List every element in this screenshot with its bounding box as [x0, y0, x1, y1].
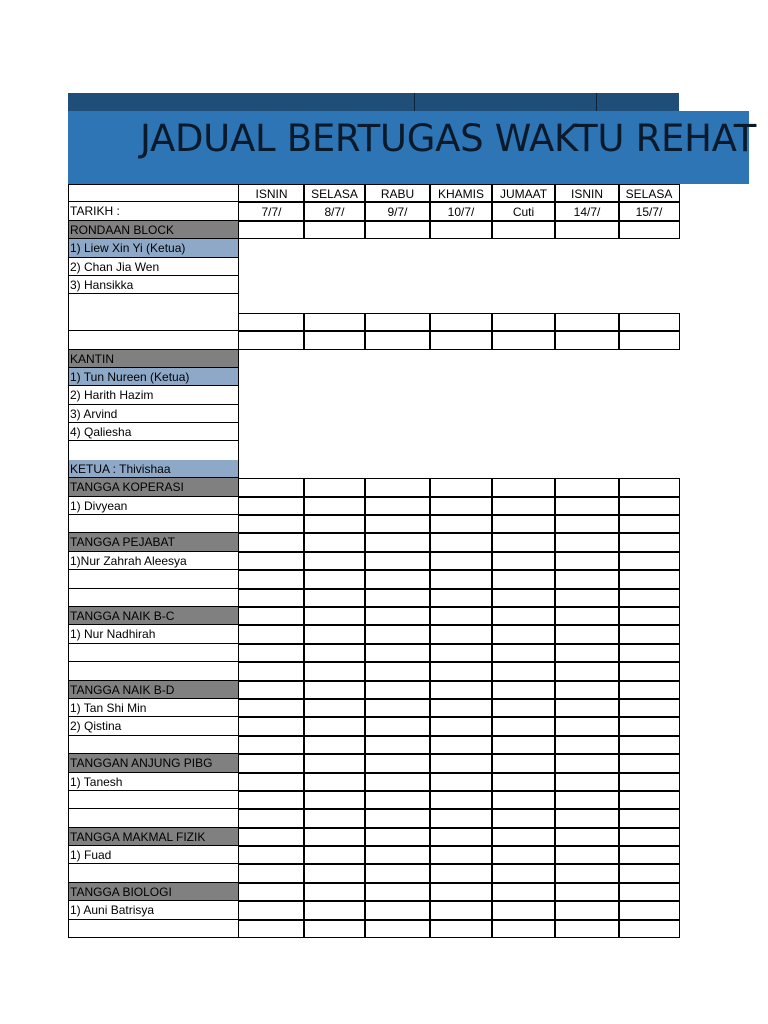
schedule-cell[interactable] — [554, 699, 620, 717]
schedule-cell[interactable] — [303, 497, 366, 515]
schedule-cell[interactable] — [491, 331, 556, 349]
schedule-cell[interactable] — [364, 754, 431, 772]
schedule-cell[interactable] — [618, 864, 680, 882]
schedule-cell[interactable] — [364, 533, 431, 551]
duty-location-label: TANGGA PEJABAT — [68, 533, 239, 551]
schedule-cell[interactable] — [618, 846, 680, 864]
schedule-cell[interactable] — [364, 717, 431, 735]
date-cell[interactable]: 15/7/ — [618, 202, 680, 220]
schedule-cell[interactable] — [364, 478, 431, 496]
empty-cell[interactable] — [68, 441, 239, 459]
schedule-cell[interactable] — [491, 552, 556, 570]
schedule-cell[interactable] — [554, 221, 620, 239]
schedule-cell[interactable] — [554, 662, 620, 680]
schedule-cell[interactable] — [238, 736, 305, 754]
duty-student-name: 2) Qistina — [68, 717, 239, 735]
schedule-cell[interactable] — [238, 864, 305, 882]
schedule-cell[interactable] — [429, 515, 493, 533]
schedule-cell[interactable] — [429, 736, 493, 754]
schedule-cell[interactable] — [303, 717, 366, 735]
schedule-cell[interactable] — [554, 920, 620, 938]
schedule-cell[interactable] — [364, 497, 431, 515]
schedule-cell[interactable] — [364, 552, 431, 570]
schedule-cell[interactable] — [429, 662, 493, 680]
schedule-cell[interactable] — [554, 589, 620, 607]
schedule-cell[interactable] — [364, 625, 431, 643]
schedule-cell[interactable] — [238, 681, 305, 699]
schedule-cell[interactable] — [491, 625, 556, 643]
schedule-cell[interactable] — [554, 331, 620, 349]
duty-student-name: 3) Hansikka — [68, 276, 239, 294]
header-bar — [68, 93, 679, 111]
title-clip — [68, 111, 757, 184]
schedule-cell[interactable] — [429, 497, 493, 515]
schedule-cell[interactable] — [491, 681, 556, 699]
duty-student-name: 1) Nur Nadhirah — [68, 625, 239, 643]
schedule-cell[interactable] — [618, 828, 680, 846]
schedule-cell[interactable] — [238, 607, 305, 625]
schedule-cell[interactable] — [303, 883, 366, 901]
schedule-cell[interactable] — [429, 699, 493, 717]
schedule-cell[interactable] — [491, 662, 556, 680]
schedule-cell[interactable] — [618, 533, 680, 551]
schedule-cell[interactable] — [429, 883, 493, 901]
schedule-cell[interactable] — [554, 809, 620, 827]
empty-cell[interactable] — [68, 791, 239, 809]
schedule-cell[interactable] — [364, 773, 431, 791]
schedule-cell[interactable] — [238, 699, 305, 717]
schedule-cell[interactable] — [618, 717, 680, 735]
duty-student-name: 3) Arvind — [68, 405, 239, 423]
schedule-cell[interactable] — [238, 497, 305, 515]
schedule-cell[interactable] — [429, 809, 493, 827]
schedule-cell[interactable] — [554, 644, 620, 662]
schedule-cell[interactable] — [238, 552, 305, 570]
schedule-cell[interactable] — [491, 883, 556, 901]
schedule-cell[interactable] — [238, 754, 305, 772]
schedule-cell[interactable] — [554, 625, 620, 643]
schedule-cell[interactable] — [303, 625, 366, 643]
schedule-cell[interactable] — [303, 846, 366, 864]
schedule-cell[interactable] — [491, 533, 556, 551]
schedule-cell[interactable] — [238, 570, 305, 588]
schedule-cell[interactable] — [364, 570, 431, 588]
schedule-cell[interactable] — [618, 331, 680, 349]
schedule-cell[interactable] — [491, 901, 556, 919]
schedule-cell[interactable] — [303, 901, 366, 919]
schedule-cell[interactable] — [364, 699, 431, 717]
schedule-cell[interactable] — [303, 515, 366, 533]
schedule-cell[interactable] — [429, 846, 493, 864]
title-banner — [68, 111, 757, 184]
empty-cell[interactable] — [68, 570, 239, 588]
empty-cell[interactable] — [68, 515, 239, 533]
schedule-cell[interactable] — [364, 883, 431, 901]
schedule-cell[interactable] — [618, 809, 680, 827]
schedule-cell[interactable] — [491, 809, 556, 827]
schedule-cell[interactable] — [554, 717, 620, 735]
date-cell[interactable]: 14/7/ — [554, 202, 620, 220]
duty-location-label: RONDAAN BLOCK — [68, 221, 239, 239]
schedule-cell[interactable] — [238, 478, 305, 496]
empty-cell[interactable] — [68, 736, 239, 754]
schedule-cell[interactable] — [429, 901, 493, 919]
day-header-cell[interactable]: SELASA — [303, 184, 366, 202]
day-header-cell[interactable]: ISNIN — [238, 184, 305, 202]
schedule-cell[interactable] — [303, 331, 366, 349]
schedule-cell[interactable] — [618, 736, 680, 754]
schedule-cell[interactable] — [303, 662, 366, 680]
schedule-cell[interactable] — [303, 570, 366, 588]
schedule-cell[interactable] — [491, 589, 556, 607]
schedule-cell[interactable] — [554, 883, 620, 901]
schedule-cell[interactable] — [491, 736, 556, 754]
schedule-cell[interactable] — [429, 681, 493, 699]
schedule-cell[interactable] — [554, 736, 620, 754]
date-cell[interactable]: 9/7/ — [364, 202, 431, 220]
header-divider — [596, 93, 597, 111]
schedule-cell[interactable] — [238, 828, 305, 846]
schedule-cell[interactable] — [491, 570, 556, 588]
day-header-cell[interactable]: ISNIN — [554, 184, 620, 202]
schedule-cell[interactable] — [364, 864, 431, 882]
schedule-cell[interactable] — [491, 478, 556, 496]
schedule-cell[interactable] — [491, 717, 556, 735]
header-label-cell — [68, 184, 239, 202]
duty-student-name: 2) Chan Jia Wen — [68, 258, 239, 276]
date-cell[interactable]: 10/7/ — [429, 202, 493, 220]
schedule-cell[interactable] — [429, 625, 493, 643]
schedule-cell[interactable] — [303, 478, 366, 496]
schedule-cell[interactable] — [364, 809, 431, 827]
date-cell[interactable]: Cuti — [491, 202, 556, 220]
schedule-cell[interactable] — [618, 478, 680, 496]
empty-cell[interactable] — [68, 644, 239, 662]
schedule-cell[interactable] — [238, 773, 305, 791]
schedule-cell[interactable] — [238, 625, 305, 643]
empty-cell[interactable] — [68, 662, 239, 680]
schedule-cell[interactable] — [364, 681, 431, 699]
schedule-cell[interactable] — [429, 331, 493, 349]
empty-cell[interactable] — [68, 809, 239, 827]
duty-student-name: 4) Qaliesha — [68, 423, 239, 441]
duty-student-name: 1) Liew Xin Yi (Ketua) — [68, 239, 239, 257]
schedule-cell[interactable] — [429, 791, 493, 809]
schedule-cell[interactable] — [491, 497, 556, 515]
duty-location-label: TANGGAN ANJUNG PIBG — [68, 754, 239, 772]
schedule-cell[interactable] — [491, 754, 556, 772]
duty-student-name: 2) Harith Hazim — [68, 386, 239, 404]
schedule-cell[interactable] — [618, 515, 680, 533]
schedule-cell[interactable] — [238, 644, 305, 662]
duty-student-name: 1) Auni Batrisya — [68, 901, 239, 919]
schedule-cell[interactable] — [618, 570, 680, 588]
schedule-cell[interactable] — [364, 515, 431, 533]
schedule-cell[interactable] — [618, 589, 680, 607]
schedule-cell[interactable] — [303, 699, 366, 717]
schedule-cell[interactable] — [303, 644, 366, 662]
duty-location-label: TANGGA KOPERASI — [68, 478, 239, 496]
schedule-cell[interactable] — [491, 221, 556, 239]
schedule-cell[interactable] — [238, 331, 305, 349]
schedule-cell[interactable] — [618, 607, 680, 625]
schedule-cell[interactable] — [554, 478, 620, 496]
schedule-cell[interactable] — [554, 497, 620, 515]
schedule-cell[interactable] — [618, 773, 680, 791]
schedule-cell[interactable] — [618, 754, 680, 772]
schedule-cell[interactable] — [554, 570, 620, 588]
schedule-cell[interactable] — [429, 478, 493, 496]
schedule-cell[interactable] — [618, 681, 680, 699]
day-header-cell[interactable]: SELASA — [618, 184, 680, 202]
schedule-cell[interactable] — [364, 736, 431, 754]
schedule-cell[interactable] — [364, 331, 431, 349]
duty-student-name: 1) Divyean — [68, 497, 239, 515]
schedule-cell[interactable] — [364, 644, 431, 662]
schedule-cell[interactable] — [303, 791, 366, 809]
schedule-cell[interactable] — [554, 901, 620, 919]
schedule-cell[interactable] — [364, 662, 431, 680]
schedule-cell[interactable] — [238, 809, 305, 827]
schedule-cell[interactable] — [554, 533, 620, 551]
schedule-cell[interactable] — [554, 828, 620, 846]
schedule-cell[interactable] — [429, 221, 493, 239]
schedule-cell[interactable] — [364, 221, 431, 239]
schedule-cell[interactable] — [618, 552, 680, 570]
schedule-cell[interactable] — [303, 221, 366, 239]
schedule-cell[interactable] — [491, 846, 556, 864]
schedule-cell[interactable] — [491, 920, 556, 938]
schedule-cell[interactable] — [554, 773, 620, 791]
duty-student-name: 1) Tan Shi Min — [68, 699, 239, 717]
empty-cell[interactable] — [68, 331, 239, 349]
duty-location-label: TANGGA MAKMAL FIZIK — [68, 828, 239, 846]
schedule-cell[interactable] — [364, 846, 431, 864]
schedule-cell[interactable] — [554, 681, 620, 699]
schedule-cell[interactable] — [238, 221, 305, 239]
schedule-cell[interactable] — [554, 552, 620, 570]
schedule-cell[interactable] — [554, 515, 620, 533]
day-header-cell[interactable]: RABU — [364, 184, 431, 202]
schedule-cell[interactable] — [238, 791, 305, 809]
schedule-cell[interactable] — [429, 773, 493, 791]
empty-cell[interactable] — [68, 864, 239, 882]
schedule-cell[interactable] — [618, 920, 680, 938]
empty-cell[interactable] — [68, 589, 239, 607]
schedule-cell[interactable] — [618, 699, 680, 717]
schedule-cell[interactable] — [554, 607, 620, 625]
schedule-cell[interactable] — [618, 644, 680, 662]
schedule-cell[interactable] — [238, 662, 305, 680]
duty-student-name: 1) Tun Nureen (Ketua) — [68, 368, 239, 386]
empty-cell[interactable] — [68, 313, 239, 331]
schedule-cell[interactable] — [429, 828, 493, 846]
schedule-cell[interactable] — [554, 754, 620, 772]
schedule-cell[interactable] — [364, 828, 431, 846]
schedule-cell[interactable] — [491, 607, 556, 625]
schedule-cell[interactable] — [491, 864, 556, 882]
schedule-cell[interactable] — [303, 864, 366, 882]
schedule-cell[interactable] — [303, 589, 366, 607]
schedule-cell[interactable] — [303, 607, 366, 625]
schedule-cell[interactable] — [491, 313, 556, 331]
schedule-cell[interactable] — [429, 864, 493, 882]
schedule-cell[interactable] — [554, 791, 620, 809]
schedule-cell[interactable] — [429, 570, 493, 588]
schedule-cell[interactable] — [618, 221, 680, 239]
duty-location-label: TANGGA BIOLOGI — [68, 883, 239, 901]
schedule-cell[interactable] — [429, 552, 493, 570]
schedule-cell[interactable] — [303, 828, 366, 846]
duty-location-label: KANTIN — [68, 350, 239, 368]
duty-student-name: 1)Nur Zahrah Aleesya — [68, 552, 239, 570]
schedule-cell[interactable] — [429, 717, 493, 735]
schedule-cell[interactable] — [238, 846, 305, 864]
schedule-cell[interactable] — [303, 552, 366, 570]
schedule-cell[interactable] — [618, 662, 680, 680]
schedule-cell[interactable] — [491, 791, 556, 809]
schedule-cell[interactable] — [554, 864, 620, 882]
schedule-cell[interactable] — [238, 920, 305, 938]
schedule-cell[interactable] — [554, 313, 620, 331]
empty-cell[interactable] — [68, 294, 239, 312]
schedule-cell[interactable] — [364, 791, 431, 809]
schedule-cell[interactable] — [238, 589, 305, 607]
date-cell[interactable]: 8/7/ — [303, 202, 366, 220]
schedule-cell[interactable] — [491, 644, 556, 662]
schedule-cell[interactable] — [238, 717, 305, 735]
schedule-cell[interactable] — [491, 773, 556, 791]
day-header-cell[interactable]: JUMAAT — [491, 184, 556, 202]
duty-location-label: TANGGA NAIK B-C — [68, 607, 239, 625]
schedule-cell[interactable] — [429, 754, 493, 772]
schedule-cell[interactable] — [238, 515, 305, 533]
schedule-cell[interactable] — [618, 625, 680, 643]
duty-student-name: 1) Tanesh — [68, 773, 239, 791]
schedule-cell[interactable] — [429, 589, 493, 607]
day-header-cell[interactable]: KHAMIS — [429, 184, 493, 202]
schedule-cell[interactable] — [618, 497, 680, 515]
date-label: TARIKH : — [68, 202, 239, 220]
schedule-cell[interactable] — [491, 515, 556, 533]
schedule-cell[interactable] — [364, 901, 431, 919]
schedule-cell[interactable] — [618, 313, 680, 331]
schedule-cell[interactable] — [303, 754, 366, 772]
empty-cell[interactable] — [68, 920, 239, 938]
schedule-cell[interactable] — [238, 313, 305, 331]
schedule-cell[interactable] — [303, 533, 366, 551]
schedule-cell[interactable] — [618, 883, 680, 901]
schedule-cell[interactable] — [554, 846, 620, 864]
schedule-cell[interactable] — [618, 791, 680, 809]
schedule-cell[interactable] — [429, 313, 493, 331]
duty-student-name: 1) Fuad — [68, 846, 239, 864]
duty-student-name: KETUA : Thivishaa — [68, 460, 239, 478]
header-divider — [414, 93, 415, 111]
schedule-cell[interactable] — [303, 313, 366, 331]
date-cell[interactable]: 7/7/ — [238, 202, 305, 220]
schedule-cell[interactable] — [364, 920, 431, 938]
schedule-cell[interactable] — [364, 589, 431, 607]
schedule-cell[interactable] — [364, 607, 431, 625]
schedule-cell[interactable] — [491, 828, 556, 846]
schedule-cell[interactable] — [491, 699, 556, 717]
schedule-cell[interactable] — [238, 533, 305, 551]
schedule-cell[interactable] — [238, 901, 305, 919]
schedule-cell[interactable] — [303, 736, 366, 754]
schedule-cell[interactable] — [618, 901, 680, 919]
schedule-cell[interactable] — [429, 533, 493, 551]
schedule-cell[interactable] — [429, 920, 493, 938]
schedule-cell[interactable] — [429, 644, 493, 662]
schedule-cell[interactable] — [238, 883, 305, 901]
schedule-cell[interactable] — [303, 773, 366, 791]
schedule-cell[interactable] — [303, 809, 366, 827]
schedule-cell[interactable] — [364, 313, 431, 331]
page-title: JADUAL BERTUGAS WAKTU REHAT — [140, 117, 757, 160]
schedule-cell[interactable] — [303, 920, 366, 938]
duty-location-label: TANGGA NAIK B-D — [68, 681, 239, 699]
schedule-cell[interactable] — [429, 607, 493, 625]
schedule-cell[interactable] — [303, 681, 366, 699]
